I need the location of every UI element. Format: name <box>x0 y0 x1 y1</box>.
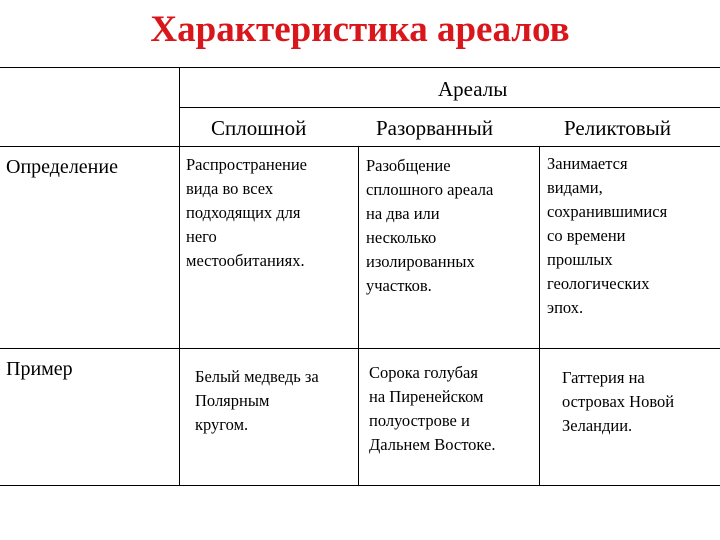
column-header-disjunct: Разорванный <box>376 116 493 140</box>
row-divider <box>0 348 720 349</box>
row-label-definition: Определение <box>6 156 118 178</box>
row-label-example: Пример <box>6 358 73 380</box>
example-relict: Гаттерия на островах Новой Зеландии. <box>562 368 675 435</box>
column-divider-2 <box>539 146 540 485</box>
definition-relict: Занимается видами, сохранившимися со времени прошлых геологических эпох. <box>547 154 668 317</box>
definition-continuous: Распространение вида во всех подходящих для него местообитаниях. <box>186 155 308 270</box>
header-bottom-border <box>0 146 720 147</box>
definition-disjunct: Разобщение сплошного ареала на два или несколько изолированных участков. <box>366 156 494 295</box>
table-top-border <box>0 67 720 68</box>
header-divider <box>180 107 720 108</box>
column-divider-1 <box>358 146 359 485</box>
page-title: Характеристика ареалов <box>150 9 570 50</box>
group-header: Ареалы <box>438 77 508 101</box>
example-disjunct: Сорока голубая на Пиренейском полуострове и Дальнем Востоке. <box>369 363 496 454</box>
column-header-relict: Реликтовый <box>564 116 672 140</box>
column-header-continuous: Сплошной <box>211 116 307 140</box>
table-bottom-border <box>0 485 720 486</box>
label-column-divider <box>179 67 180 485</box>
example-continuous: Белый медведь за Полярным кругом. <box>195 367 319 434</box>
